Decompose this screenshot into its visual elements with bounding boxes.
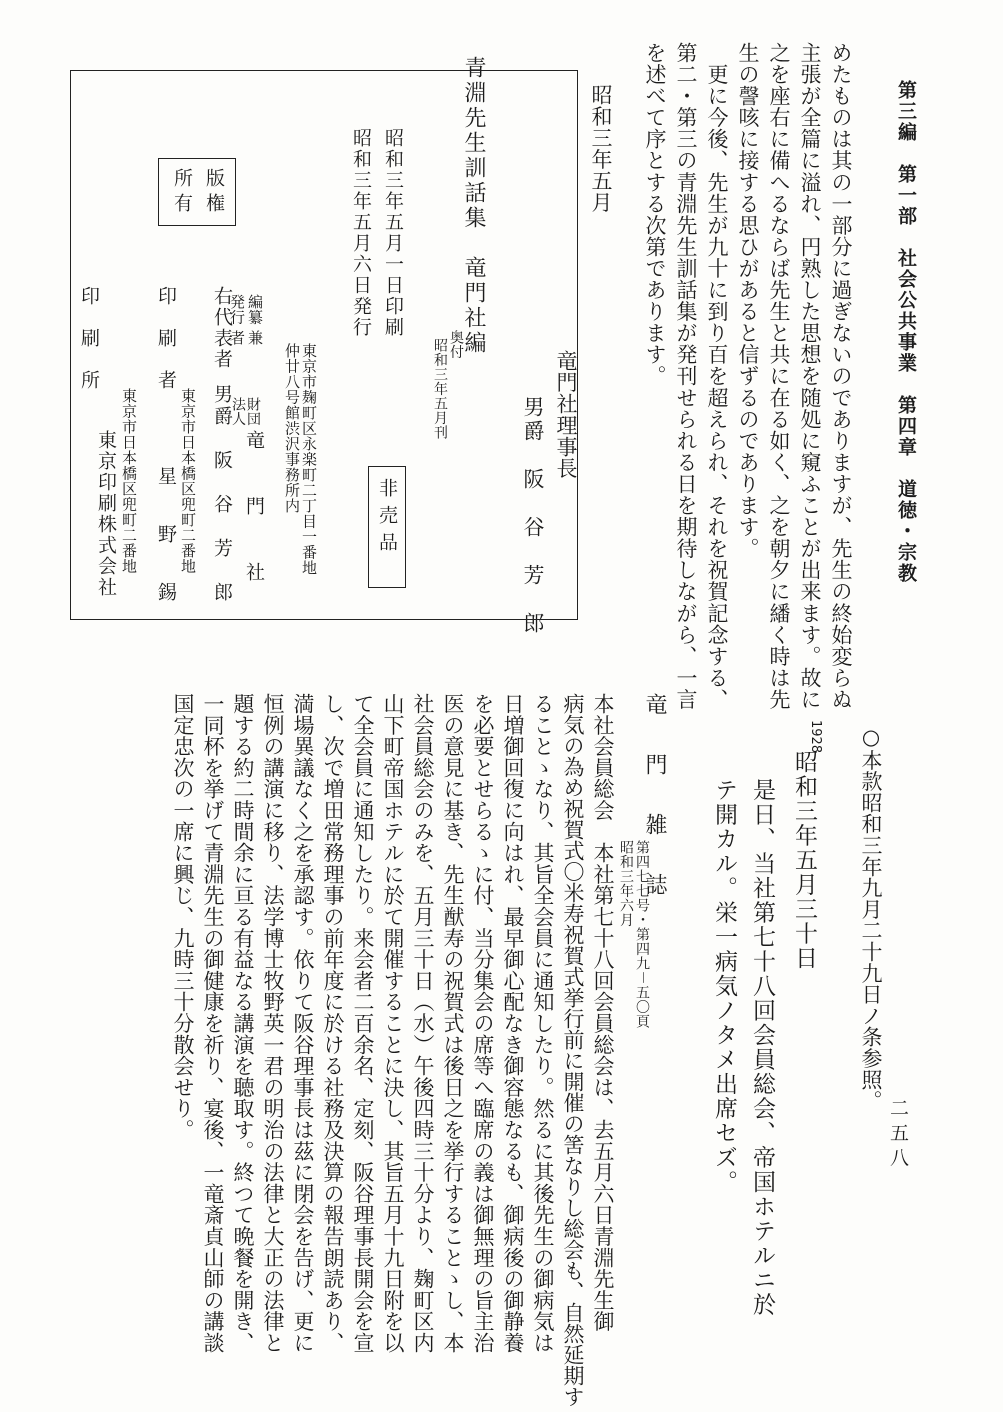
preface-line-7: を述べて序とする次第であります。 xyxy=(643,42,667,387)
preface-line-3: 之を座右に備へるならば先生と共に在る如く、之を朝夕に繙く時は先 xyxy=(767,42,791,711)
printer-label: 印 刷 者 xyxy=(155,286,177,391)
magazine-line-12: 恒例の講演に移り、法学博士牧野英一君の明治の法律と大正の法律と xyxy=(261,693,285,1354)
preface-line-4: 生の謦咳に接する思ひがあると信ずるのであります。 xyxy=(736,42,760,560)
magazine-title: 竜 門 雑 誌 xyxy=(642,693,667,903)
publisher-name: 竜 門 社 xyxy=(243,430,265,595)
magazine-line-9: て全会員に通知したり。来会者二百余名、定刻、阪谷理事長開会を宣 xyxy=(351,693,375,1354)
copyright-line-2: 所有 xyxy=(171,168,193,218)
preface-date: 昭和三年五月 xyxy=(589,84,613,214)
okuzuke-label: 奥付 xyxy=(448,330,464,359)
magazine-line-13: 題する約二時間余に亘る有益なる講演を聴取す。終つて晩餐を開き、 xyxy=(231,693,255,1354)
magazine-line-7: 社会員総会のみを、五月三十日（水）午後四時三十分より、麹町区内 xyxy=(411,693,435,1354)
preface-signer-title: 竜門社理事長 xyxy=(554,350,578,480)
magazine-line-2: 病気の為め祝賀式〇米寿祝賀式挙行前に開催の筈なりし総会も、自然延期す xyxy=(561,693,585,1407)
magazine-issue: 第四七七号・第四九－五〇頁 xyxy=(634,840,650,1029)
zaidan-label-b: 法人 xyxy=(230,397,246,426)
editor-role-c: 兼 xyxy=(246,330,264,346)
representative-name: 男爵 阪 谷 芳 郎 xyxy=(211,384,233,604)
not-for-sale-label: 非売品 xyxy=(376,478,398,559)
magazine-line-14: 一同杯を挙げて青淵先生の御健康を祈り、宴後、一竜斎貞山師の講談 xyxy=(201,693,225,1354)
zaidan-label-a: 財団 xyxy=(245,397,261,426)
magazine-line-8: 山下町帝国ホテルに於て開催することに決し、其旨五月十九日附を以 xyxy=(381,693,405,1354)
magazine-line-10: し、次で増田常務理事の前年度に於ける社務及決算の報告朗読あり、 xyxy=(321,693,345,1354)
representative-label: 右代表者 xyxy=(211,286,233,370)
magazine-line-1: 本社会員総会 本社第七十八回会員総会は、去五月六日青淵先生御 xyxy=(591,693,615,1332)
preface-line-1: めたものは其の一部分に過ぎないのでありますが、先生の終始変らぬ xyxy=(829,42,853,711)
press-name: 東京印刷株式会社 xyxy=(95,430,117,598)
printer-name: 星 野 錫 xyxy=(155,466,177,611)
magazine-line-3: ることゝなり、其旨全会員に通知したり。然るに其後先生の御病気は xyxy=(531,693,555,1354)
editor-role-a: 編纂 xyxy=(246,294,264,325)
magazine-line-5: を必要とせらるゝに付、当分集会の席等へ臨席の義は御無理の旨主治 xyxy=(471,693,495,1354)
page-number: 二五八 xyxy=(887,1098,909,1173)
colophon-print-date: 昭和三年五月一日印刷 xyxy=(382,128,404,338)
copyright-line-1: 版権 xyxy=(203,168,225,218)
preface-line-2: 主張が全篇に溢れ、円熟した思想を随処に窺ふことが出来ます。故に xyxy=(798,42,822,711)
press-label: 印 刷 所 xyxy=(78,286,100,391)
magazine-line-15: 国定忠次の一席に興じ、九時三十分散会せり。 xyxy=(171,693,195,1141)
publisher-address-1: 東京市麹町区永楽町二丁目一番地 xyxy=(300,343,318,576)
preface-line-5: 更に今後、先生が九十に到り百を超えられ、それを祝賀記念する、 xyxy=(705,42,729,711)
printer-address: 東京市日本橋区兜町二番地 xyxy=(179,388,197,574)
entry-line-2: テ開カル。栄一病気ノタメ出席セズ。 xyxy=(711,778,737,1195)
okuzuke-date: 昭和三年五月刊 xyxy=(432,338,448,440)
entry-line-1: 是日、当社第七十八回会員総会、帝国ホテルニ於 xyxy=(749,778,775,1317)
reference-note: ○本款昭和三年九月二十九日ノ条参照。 xyxy=(859,725,883,1112)
editor-role-b: 発行 xyxy=(228,294,246,325)
magazine-issue-date: 昭和三年六月 xyxy=(618,840,634,927)
magazine-line-11: 満場異議なく之を承認す。依りて阪谷理事長は茲に閉会を告げ、更に xyxy=(291,693,315,1354)
running-title: 第三編 第一部 社会公共事業 第四章 道徳・宗教 xyxy=(895,80,917,584)
magazine-line-6: 医の意見に基き、先生猷寿の祝賀式は後日之を挙行することゝし、本 xyxy=(441,693,465,1354)
book-title: 青淵先生訓話集 竜門社編 xyxy=(461,56,486,356)
editor-role-d: 者 xyxy=(228,330,246,346)
preface-line-6: 第二・第三の青淵先生訓話集が発刊せられる日を期待しながら、一言 xyxy=(674,42,698,711)
year-western: 1928 xyxy=(808,720,823,754)
entry-date: 昭和三年五月三十日 xyxy=(791,750,817,971)
publisher-address-2: 仲廿八号館渋沢事務所内 xyxy=(283,343,301,514)
preface-signer-name: 男爵 阪 谷 芳 郎 xyxy=(521,396,545,636)
colophon-issue-date: 昭和三年五月六日発行 xyxy=(350,128,372,338)
colophon-box xyxy=(70,70,578,620)
magazine-line-4: 日増御回復に向はれ、最早御心配なき御容態なるも、御病後の御静養 xyxy=(501,693,525,1354)
press-address: 東京市日本橋区兜町二番地 xyxy=(120,388,138,574)
